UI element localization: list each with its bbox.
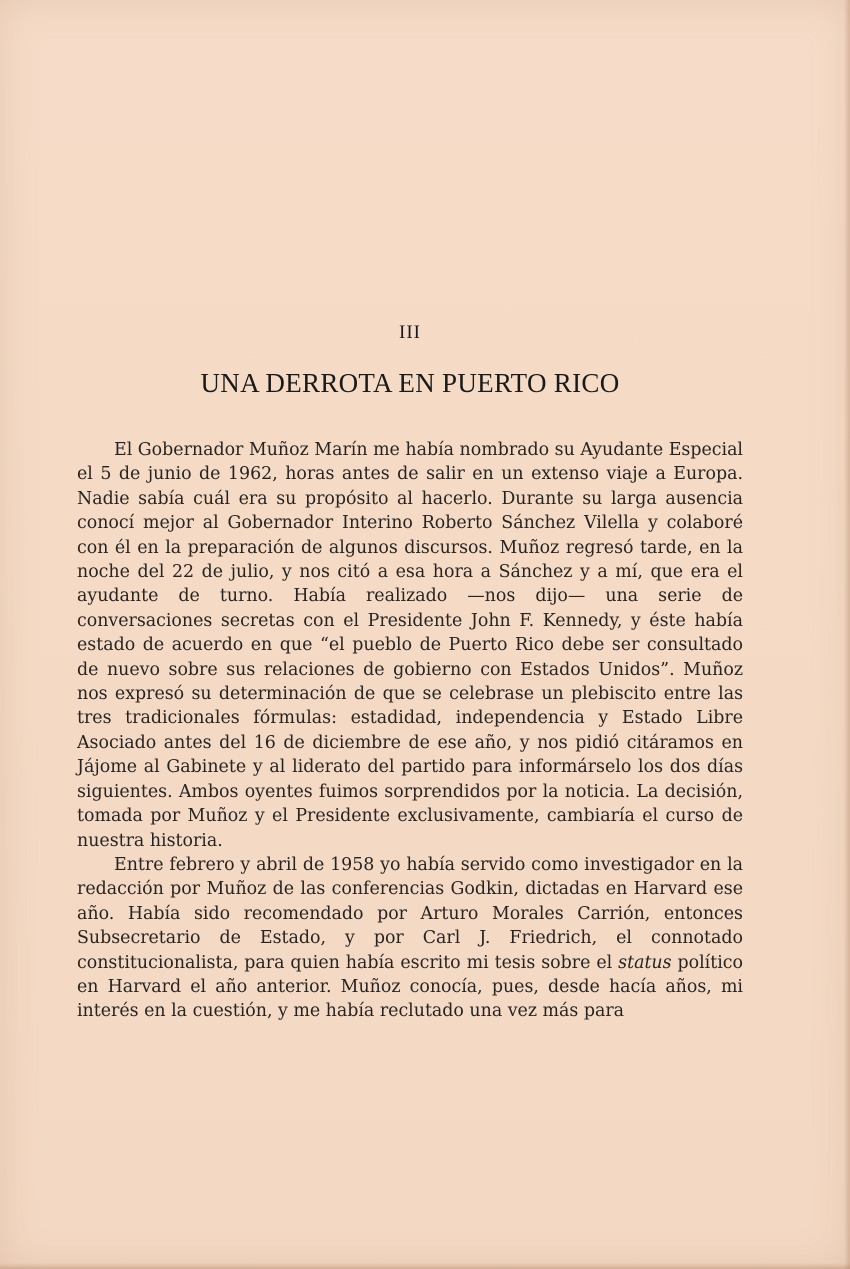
page-edge-shadow-bottom (0, 1263, 850, 1269)
italic-term-status: status (618, 952, 672, 973)
paragraph-2-text-start: Entre febrero y abril de 1958 yo había servido como investigador en la redacción por Muñoz de las conferencias Godkin, dictadas en Harvard ese año. Había sido recomendado por Arturo Morales Carrión, entonces Subsecretario de Estado, y por Carl J. Friedrich, el connotado constitucionalista, para quien había escrito mi tesis sobre el (77, 854, 743, 973)
page-edge-shadow-right (844, 0, 850, 1269)
paragraph-2-text-end: político en Harvard el año anterior. Muñoz conocía, pues, desde hacía años, mi interés en la cuestión, y me había reclutado una vez más para (77, 952, 744, 1022)
chapter-title: UNA DERROTA EN PUERTO RICO (200, 368, 620, 398)
paragraph-1: El Gobernador Muñoz Marín me había nombrado su Ayudante Especial el 5 de junio de 1962, horas antes de salir en un extenso viaje a Europa. Nadie sabía cuál era su propósito al hacerlo. Durante su larga ausencia conocí mejor al Gobernador Interino Roberto Sánchez Vilella y colaboré con él en la preparación de algunos discursos. Muñoz regresó tarde, en la noche del 22 de julio, y nos citó a esa hora a Sánchez y a mí, que era el ayudante de turno. Había realizado —nos dijo— una serie de conversaciones secretas con el Presidente John F. Kennedy, y éste había estado de acuerdo en que “el pueblo de Puerto Rico debe ser consultado de nuevo sobre sus relaciones de gobierno con Estados Unidos”. Muñoz nos expresó su determinación de que se celebrase un plebiscito entre las tres tradicionales fórmulas: estadidad, independencia y Estado Libre Asociado antes del 16 de diciembre de ese año, y nos pidió citáramos en Jájome al Gabinete y al liderato del partido para informárselo los dos días siguientes. Ambos oyentes fuimos sorprendidos por la noticia. La decisión, tomada por Muñoz y el Presidente exclusivamente, cambiaría el curso de nuestra historia. (77, 440, 743, 851)
body-text (77, 438, 743, 1024)
chapter-number: III (399, 322, 421, 343)
paragraph-2 (77, 853, 743, 1024)
